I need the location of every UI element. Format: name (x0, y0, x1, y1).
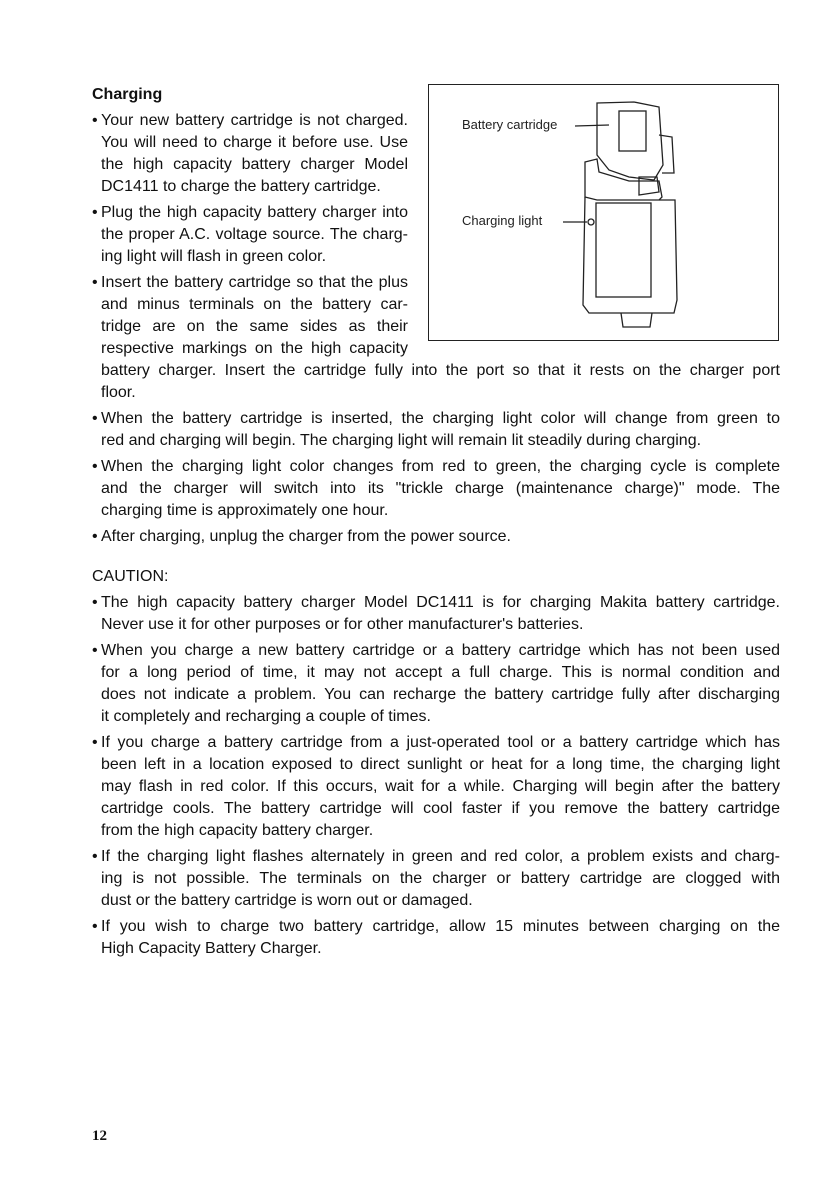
text-line: ing light will flash in green color. (101, 248, 327, 265)
bullet: • (92, 734, 98, 751)
text-line: cartridge cools. The battery cartridge will cool faster if you remove the battery cartridge (101, 800, 780, 817)
text-line: Insert the battery cartridge so that the plus (101, 274, 408, 291)
paragraph (92, 526, 780, 548)
bullet: • (92, 112, 98, 129)
text-line: When you charge a new battery cartridge or a battery cartridge which has not been used (101, 642, 780, 659)
text-line: tridge are on the same sides as their (101, 318, 408, 335)
caution-item (92, 846, 780, 912)
text-line: Your new battery cartridge is not charged. (101, 112, 408, 129)
text-line: After charging, unplug the charger from the power source. (101, 528, 511, 545)
section-heading: Charging (92, 86, 163, 103)
text-line: and the charger will switch into its "trickle charge (maintenance charge)" mode. The (101, 480, 780, 497)
caution-item (92, 732, 780, 842)
text-line: the high capacity battery charger Model (101, 156, 408, 173)
caution-item (92, 592, 780, 636)
text-line: for a long period of time, it may not accept a full charge. This is normal condition and (101, 664, 780, 681)
text-line: ing is not possible. The terminals on the charger or battery cartridge are clogged with (101, 870, 780, 887)
text-line: and minus terminals on the battery car- (101, 296, 408, 313)
text-line: respective markings on the high capacity (101, 340, 408, 357)
paragraph (92, 408, 780, 452)
charging-light-label: Charging light (462, 213, 543, 228)
text-line: The high capacity battery charger Model DC1411 is for charging Makita battery cartridge. (101, 594, 780, 611)
text-line: DC1411 to charge the battery cartridge. (101, 178, 381, 195)
caution-item (92, 640, 780, 728)
text-line: High Capacity Battery Charger. (101, 940, 322, 957)
text-line: battery charger. Insert the cartridge fully into the port so that it rests on the charger port (101, 362, 780, 379)
text-line: been left in a location exposed to direct sunlight or heat for a long time, the charging light (101, 756, 780, 773)
page-number: 12 (92, 1128, 107, 1144)
text-line: does not indicate a problem. You can recharge the battery cartridge fully after discharging (101, 686, 780, 703)
bullet: • (92, 848, 98, 865)
bullet: • (92, 528, 98, 545)
bullet: • (92, 594, 98, 611)
text-line: You will need to charge it before use. Use (101, 134, 408, 151)
charger-illustration (429, 85, 780, 342)
paragraph (92, 456, 780, 522)
charger-figure (428, 84, 779, 341)
bullet: • (92, 642, 98, 659)
bullet: • (92, 410, 98, 427)
bullet: • (92, 458, 98, 475)
caution-heading: CAUTION: (92, 568, 169, 585)
caution-item (92, 916, 780, 960)
text-line: When the battery cartridge is inserted, the charging light color will change from green to (101, 410, 780, 427)
text-line: When the charging light color changes from red to green, the charging cycle is complete (101, 458, 780, 475)
text-line: If you charge a battery cartridge from a just-operated tool or a battery cartridge which has (101, 734, 780, 751)
bullet: • (92, 918, 98, 935)
text-line: Plug the high capacity battery charger into (101, 204, 408, 221)
text-line: dust or the battery cartridge is worn out or damaged. (101, 892, 473, 909)
battery-cartridge-label: Battery cartridge (462, 117, 558, 132)
text-line: If the charging light flashes alternately in green and red color, a problem exists and charg- (101, 848, 780, 865)
text-line: may flash in red color. If this occurs, wait for a while. Charging will begin after the battery (101, 778, 780, 795)
text-line: from the high capacity battery charger. (101, 822, 374, 839)
text-line: the proper A.C. voltage source. The charg- (101, 226, 408, 243)
text-line: Never use it for other purposes or for other manufacturer's batteries. (101, 616, 584, 633)
text-line: If you wish to charge two battery cartridge, allow 15 minutes between charging on the (101, 918, 780, 935)
charging-light-icon (588, 219, 594, 225)
text-line: red and charging will begin. The charging light will remain lit steadily during charging. (101, 432, 702, 449)
bullet: • (92, 204, 98, 221)
bullet: • (92, 274, 98, 291)
text-line: charging time is approximately one hour. (101, 502, 389, 519)
text-line: it completely and recharging a couple of times. (101, 708, 431, 725)
text-line: floor. (101, 384, 136, 401)
